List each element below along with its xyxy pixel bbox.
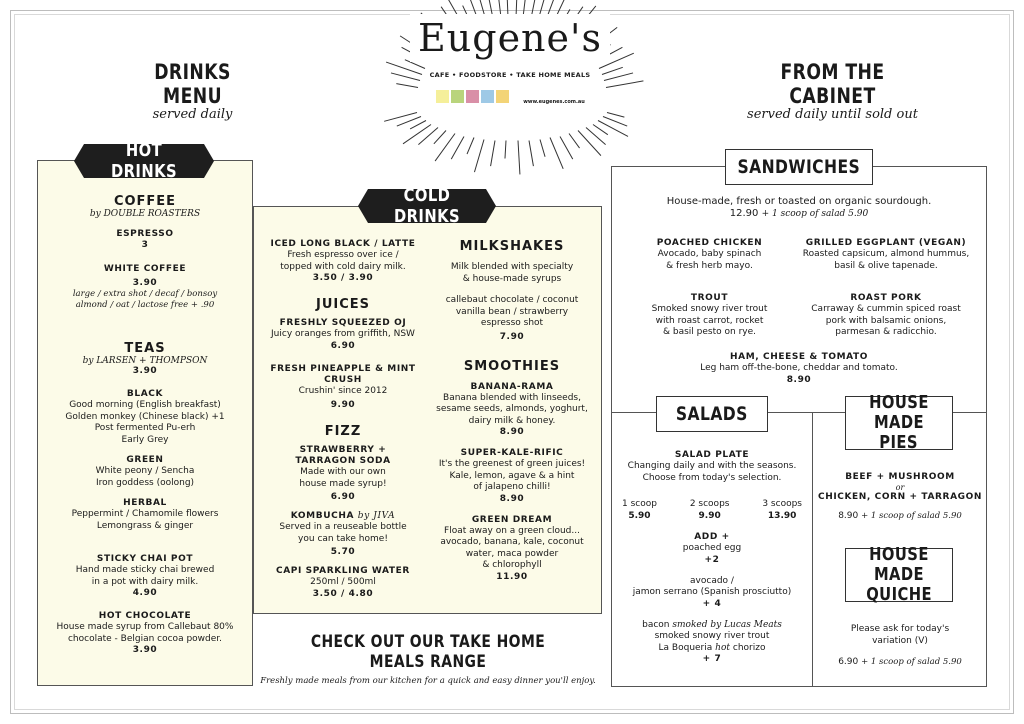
- sunburst-ray: [539, 139, 545, 157]
- swatch-green: [451, 90, 464, 103]
- black-tea-2: Golden monkey (Chinese black) +1: [65, 411, 225, 422]
- soda-price: 6.90: [330, 492, 356, 502]
- oj-label: FRESHLY SQUEEZED OJ: [279, 318, 407, 328]
- sunburst-ray: [607, 112, 625, 118]
- pies-banner: [845, 392, 953, 453]
- capi-label: CAPI SPARKLING WATER: [276, 566, 410, 576]
- scoop-1: [622, 498, 657, 522]
- salad-desc-2: Choose from today's selection.: [642, 472, 782, 483]
- pork-desc-1: Carraway & cummin spiced roast: [811, 304, 961, 314]
- capi-desc: 250ml / 500ml: [310, 577, 376, 587]
- chocolate-label: HOT CHOCOLATE: [98, 611, 192, 621]
- salads-banner-label: SALADS: [676, 403, 748, 425]
- soda-label-2: TARRAGON SODA: [295, 456, 391, 466]
- soda-desc-2: house made syrup!: [299, 478, 387, 489]
- pineapple-desc: Crushin' since 2012: [298, 385, 388, 396]
- add-3c-end: chorizo: [732, 642, 766, 653]
- drinks-subtitle: served daily: [152, 107, 233, 122]
- hot-drinks-banner-label: HOT DRINKS: [110, 140, 177, 182]
- sunburst-ray: [528, 140, 533, 166]
- logo-tagline: CAFE • FOODSTORE • TAKE HOME MEALS: [426, 71, 595, 79]
- pie-2: CHICKEN, CORN + TARRAGON: [817, 492, 983, 502]
- sandwiches-price: 12.90: [729, 208, 759, 219]
- black-tea-label: BLACK: [126, 389, 164, 399]
- add-2b: jamon serrano (Spanish prosciutto): [632, 587, 792, 597]
- fizz-title: FIZZ: [324, 424, 362, 439]
- eggplant-desc-1: Roasted capsicum, almond hummus,: [802, 249, 970, 259]
- smoothies-title: SMOOTHIES: [463, 358, 561, 374]
- sandwich-ham: [616, 352, 982, 386]
- milkshakes-flavour-3: espresso shot: [480, 318, 544, 328]
- add-3a-line: [622, 620, 802, 632]
- sunburst-ray: [550, 138, 564, 170]
- kale-price: 8.90: [499, 493, 525, 504]
- milkshakes-flavour-2: vanilla bean / strawberry: [455, 306, 569, 317]
- eggplant-label: GRILLED EGGPLANT (VEGAN): [805, 238, 967, 248]
- coffee-options-1: large / extra shot / decaf / bonsoy: [72, 289, 218, 299]
- herbal-tea-1: Peppermint / Chamomile flowers: [71, 509, 219, 519]
- kombucha-label-line: [258, 511, 428, 522]
- sandwich-pork: [796, 293, 976, 339]
- scoop-3-price: 13.90: [767, 511, 797, 521]
- scoop-1-price: 5.90: [628, 511, 651, 521]
- sunburst-ray: [569, 133, 580, 148]
- chicken-label: POACHED CHICKEN: [656, 238, 763, 248]
- teas-title: TEAS: [124, 341, 166, 356]
- kombucha-desc-1: Served in a reuseable bottle: [279, 522, 407, 532]
- chai-price: 4.90: [132, 588, 158, 598]
- add-1: poached egg: [682, 543, 742, 553]
- cabinet-title: FROM THE CABINET: [780, 60, 885, 108]
- quiche-content: [816, 624, 984, 667]
- quiche-banner-line-2: QUICHE: [866, 584, 932, 605]
- swatch-yellow: [436, 90, 449, 103]
- swatch-gold: [496, 90, 509, 103]
- eggplant-desc-2: basil & olive tapenade.: [834, 260, 938, 271]
- chocolate-desc-2: chocolate - Belgian cocoa powder.: [67, 633, 223, 644]
- salad-scoop-options: [622, 498, 802, 522]
- quiche-price-line: [816, 657, 984, 667]
- pies-content: [816, 472, 984, 521]
- banana-desc-1: Banana blended with linseeds,: [443, 392, 581, 403]
- espresso-label: ESPRESSO: [116, 229, 174, 239]
- chicken-desc-1: Avocado, baby spinach: [657, 249, 762, 259]
- kombucha-label: KOMBUCHA: [290, 511, 355, 521]
- chai-label: STICKY CHAI POT: [96, 554, 194, 564]
- ham-label: HAM, CHEESE & TOMATO: [730, 352, 868, 362]
- pies-price-line: [816, 511, 984, 521]
- logo-wordmark: Eugene's: [410, 14, 610, 62]
- pork-desc-2: pork with balsamic onions,: [825, 315, 947, 326]
- scoop-2-label: 2 scoops: [689, 499, 730, 509]
- soda-desc-1: Made with our own: [300, 467, 386, 477]
- add-3a-by: smoked by Lucas Meats: [672, 619, 782, 630]
- iced-label: ICED LONG BLACK / LATTE: [270, 239, 416, 249]
- white-coffee-label: WHITE COFFEE: [103, 264, 187, 274]
- sandwiches-intro: House-made, fresh or toasted on organic sourdough.: [666, 196, 932, 207]
- scoop-3: [762, 498, 802, 522]
- pies-price: 8.90: [838, 511, 859, 521]
- espresso-price: 3: [141, 240, 149, 250]
- black-tea-1: Good morning (English breakfast): [69, 400, 221, 410]
- add-2a: avocado /: [690, 575, 734, 586]
- scoop-3-label: 3 scoops: [762, 499, 802, 509]
- cold-left-column: [258, 239, 428, 600]
- salad-desc-1: Changing daily and with the seasons.: [627, 461, 797, 471]
- capi-price: 3.50 / 4.80: [312, 588, 374, 599]
- add-3a: bacon: [642, 619, 670, 630]
- salads-banner: [656, 396, 768, 432]
- herbal-tea-label: HERBAL: [123, 498, 167, 508]
- cold-drinks-banner-label: COLD DRINKS: [393, 185, 460, 227]
- cold-right-column: [428, 239, 596, 583]
- scoop-2-price: 9.90: [698, 511, 721, 521]
- cabinet-subtitle: served daily until sold out: [747, 107, 918, 122]
- milkshakes-flavour-1: callebaut chocolate / coconut: [445, 295, 579, 305]
- ham-desc: Leg ham off-the-bone, cheddar and tomato.: [700, 363, 898, 373]
- sandwiches-price-extra: + 1 scoop of salad 5.90: [761, 209, 869, 219]
- milkshakes-desc-1: Milk blended with specialty: [450, 262, 574, 272]
- dream-label: GREEN DREAM: [471, 514, 553, 525]
- trout-label: TROUT: [690, 293, 729, 303]
- chicken-desc-2: & fresh herb mayo.: [666, 260, 753, 271]
- swatch-pink: [466, 90, 479, 103]
- milkshakes-price: 7.90: [499, 331, 525, 342]
- soda-label-1: STRAWBERRY +: [299, 445, 387, 455]
- kombucha-brand: by JIVA: [357, 511, 396, 521]
- add-2-price: + 4: [702, 598, 722, 609]
- add-3c-line: [622, 643, 802, 655]
- pork-desc-3: parmesan & radicchio.: [835, 327, 937, 337]
- green-tea-label: GREEN: [126, 455, 164, 465]
- chocolate-price: 3.90: [132, 645, 158, 655]
- kale-desc-2: Kale, lemon, agave & a hint: [449, 470, 575, 481]
- sandwiches-banner: [725, 149, 873, 185]
- kale-desc-3: of jalapeno chilli!: [473, 482, 551, 492]
- logo-url: www.eugenes.com.au: [519, 99, 589, 105]
- sunburst-ray: [403, 124, 432, 144]
- pork-label: ROAST PORK: [850, 293, 922, 303]
- iced-desc-2: topped with cold dairy milk.: [280, 261, 406, 272]
- drinks-heading: [110, 60, 275, 122]
- quiche-desc-1: Please ask for today's: [850, 624, 950, 634]
- dream-price: 11.90: [496, 571, 528, 582]
- chai-desc-1: Hand made sticky chai brewed: [75, 565, 215, 575]
- quiche-price: 6.90: [838, 657, 859, 667]
- milkshakes-title: MILKSHAKES: [459, 239, 565, 254]
- pies-banner-line-2: PIES: [879, 432, 919, 453]
- quiche-banner-line-1: HOUSE MADE: [869, 544, 929, 585]
- sunburst-ray: [578, 131, 602, 157]
- dream-desc-2: avocado, banana, kale, coconut: [440, 537, 584, 547]
- cold-drinks-banner: [368, 185, 486, 227]
- pie-1: BEEF + MUSHROOM: [845, 472, 955, 482]
- sunburst-ray: [605, 81, 643, 89]
- quiche-banner: [845, 544, 953, 605]
- kale-label: SUPER-KALE-RIFIC: [460, 448, 564, 458]
- sunburst-ray: [451, 136, 465, 159]
- sunburst-ray: [433, 131, 446, 145]
- kale-desc-1: It's the greenest of green juices!: [438, 459, 586, 469]
- sunburst-ray: [505, 141, 507, 159]
- kombucha-price: 5.70: [330, 547, 356, 557]
- sandwich-eggplant: [796, 238, 976, 272]
- trout-desc-1: Smoked snowy river trout: [651, 304, 768, 314]
- add-label: ADD +: [694, 532, 730, 542]
- ham-price: 8.90: [786, 374, 812, 385]
- banana-desc-3: dairy milk & honey.: [468, 415, 556, 426]
- pineapple-price: 9.90: [330, 400, 356, 410]
- oj-price: 6.90: [330, 340, 356, 351]
- color-swatches: [431, 88, 514, 107]
- scoop-2: [690, 498, 730, 522]
- green-tea-2: Iron goddess (oolong): [95, 477, 195, 488]
- banana-price: 8.90: [499, 427, 525, 437]
- juices-title: JUICES: [315, 297, 370, 312]
- hot-drinks-content: [40, 194, 250, 656]
- sunburst-ray: [474, 139, 485, 172]
- take-home-title: CHECK OUT OUR TAKE HOME MEALS RANGE: [310, 632, 546, 672]
- add-3c: La Boqueria: [658, 642, 713, 653]
- sandwiches-banner-label: SANDWICHES: [737, 156, 861, 178]
- banana-desc-2: sesame seeds, almonds, yoghurt,: [436, 404, 588, 414]
- dream-desc-4: & chlorophyll: [482, 560, 542, 570]
- coffee-options-2: almond / oat / lactose free + .90: [75, 300, 215, 310]
- scoop-1-label: 1 scoop: [622, 499, 657, 509]
- salads-content: [622, 450, 802, 665]
- sunburst-ray: [598, 120, 628, 137]
- chocolate-desc-1: House made syrup from Callebaut 80%: [56, 622, 234, 632]
- add-3-price: + 7: [702, 654, 722, 664]
- sandwiches-price-line: [616, 208, 982, 219]
- cabinet-heading: [720, 60, 945, 122]
- pineapple-label: FRESH PINEAPPLE & MINT CRUSH: [270, 363, 416, 385]
- pies-banner-line-1: HOUSE MADE: [869, 392, 929, 433]
- pie-or: or: [895, 483, 905, 492]
- white-coffee-price: 3.90: [132, 278, 158, 288]
- black-tea-3: Post fermented Pu-erh: [94, 423, 196, 433]
- iced-desc-1: Fresh espresso over ice /: [287, 250, 399, 260]
- dream-desc-3: water, maca powder: [465, 548, 559, 559]
- sandwich-chicken: [622, 238, 797, 272]
- sunburst-ray: [490, 140, 495, 166]
- salad-plate-label: SALAD PLATE: [674, 450, 750, 460]
- quiche-desc-2: variation (V): [872, 635, 928, 646]
- swatch-blue: [481, 90, 494, 103]
- kombucha-desc-2: you can take home!: [298, 533, 388, 544]
- herbal-tea-2: Lemongrass & ginger: [96, 520, 194, 531]
- sandwich-trout: [622, 293, 797, 339]
- chai-desc-2: in a pot with dairy milk.: [91, 576, 199, 587]
- sandwiches-content: [616, 196, 982, 219]
- banana-label: BANANA-RAMA: [470, 381, 554, 392]
- sunburst-ray: [517, 141, 520, 175]
- cabinet-divider-v: [812, 412, 813, 687]
- take-home-subtitle: Freshly made meals from our kitchen for a quick and easy dinner you'll enjoy.: [260, 676, 596, 686]
- teas-price: 3.90: [132, 366, 158, 376]
- sunburst-ray: [560, 136, 574, 159]
- dream-desc-1: Float away on a green cloud...: [444, 525, 580, 536]
- coffee-title: COFFEE: [113, 194, 177, 209]
- oj-desc: Juicy oranges from griffith, NSW: [271, 329, 415, 339]
- hot-drinks-banner: [84, 140, 204, 182]
- black-tea-4: Early Grey: [121, 434, 169, 445]
- milkshakes-desc-2: & house-made syrups: [462, 273, 562, 284]
- trout-desc-2: with roast carrot, rocket: [655, 315, 764, 326]
- pies-price-extra: + 1 scoop of salad 5.90: [861, 511, 962, 521]
- green-tea-1: White peony / Sencha: [95, 466, 195, 476]
- quiche-price-extra: + 1 scoop of salad 5.90: [861, 657, 962, 667]
- take-home-section: [258, 632, 598, 686]
- add-1-price: +2: [704, 554, 720, 565]
- drinks-title: DRINKS MENU: [154, 60, 231, 108]
- coffee-roaster: by DOUBLE ROASTERS: [89, 209, 201, 219]
- logo: [410, 14, 610, 107]
- add-3c-hot: hot: [715, 642, 730, 653]
- add-3b: smoked snowy river trout: [654, 631, 770, 641]
- trout-desc-3: & basil pesto on rye.: [663, 327, 756, 337]
- sunburst-ray: [467, 138, 475, 155]
- teas-brand: by LARSEN + THOMPSON: [82, 356, 208, 366]
- iced-price: 3.50 / 3.90: [312, 273, 374, 283]
